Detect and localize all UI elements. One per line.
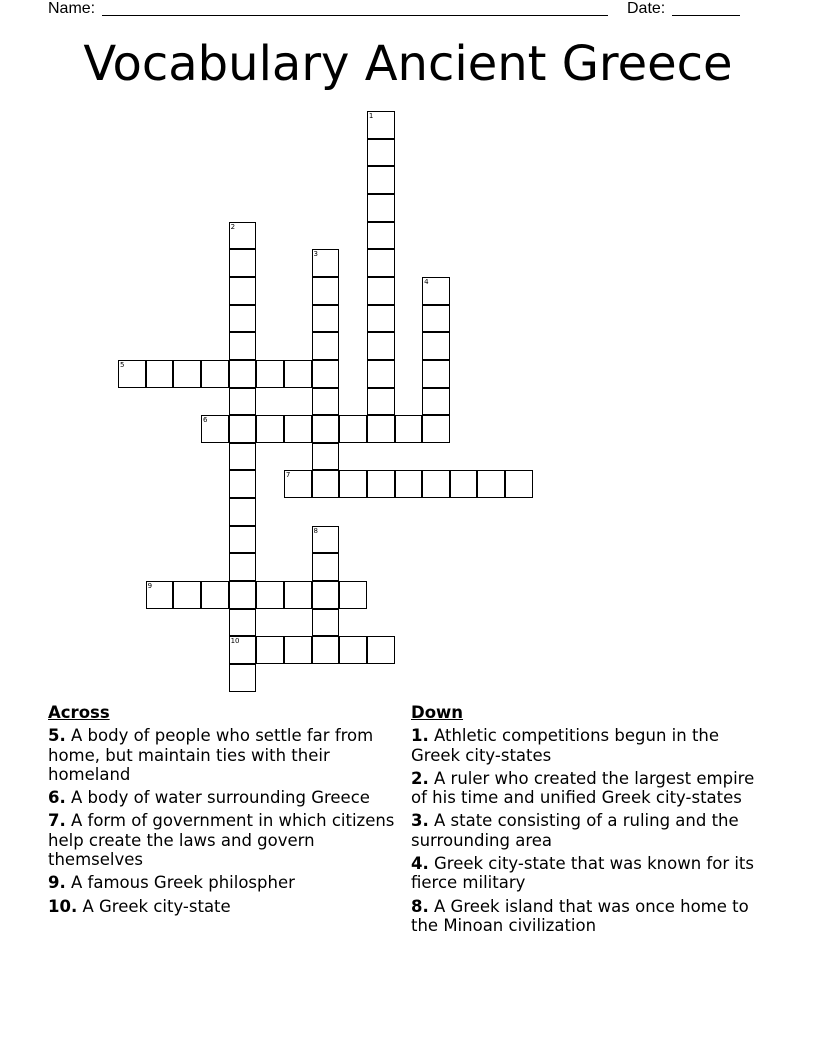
across-clue bbox=[48, 811, 408, 869]
down-clue bbox=[411, 811, 756, 850]
grid-cell[interactable] bbox=[229, 443, 257, 471]
grid-cell[interactable] bbox=[367, 139, 395, 167]
grid-cell[interactable] bbox=[146, 581, 174, 609]
down-clue bbox=[411, 854, 756, 893]
cell-number: 3 bbox=[313, 250, 319, 259]
grid-cell[interactable] bbox=[312, 581, 340, 609]
puzzle-title: Vocabulary Ancient Greece bbox=[83, 36, 733, 92]
grid-cell[interactable] bbox=[229, 498, 257, 526]
cell-number: 2 bbox=[230, 222, 236, 231]
grid-cell[interactable] bbox=[284, 360, 312, 388]
across-clues bbox=[48, 703, 408, 920]
grid-cell[interactable] bbox=[201, 415, 229, 443]
grid-cell[interactable] bbox=[201, 360, 229, 388]
grid-cell[interactable] bbox=[312, 609, 340, 637]
clue-number: 4. bbox=[411, 854, 429, 874]
grid-cell[interactable] bbox=[422, 305, 450, 333]
grid-cell[interactable] bbox=[229, 609, 257, 637]
grid-cell[interactable] bbox=[229, 526, 257, 554]
grid-cell[interactable] bbox=[312, 443, 340, 471]
grid-cell[interactable] bbox=[312, 388, 340, 416]
grid-cell[interactable] bbox=[339, 470, 367, 498]
down-clue bbox=[411, 897, 756, 936]
cell-number: 1 bbox=[368, 112, 374, 120]
grid-cell[interactable] bbox=[367, 388, 395, 416]
clue-text: A form of government in which citizens help create the laws and govern themselves bbox=[48, 811, 395, 870]
clue-number: 1. bbox=[411, 726, 429, 746]
grid-cell[interactable] bbox=[312, 553, 340, 581]
grid-cell[interactable] bbox=[312, 470, 340, 498]
grid-cell[interactable] bbox=[284, 415, 312, 443]
grid-cell[interactable] bbox=[367, 470, 395, 498]
grid-cell[interactable] bbox=[256, 581, 284, 609]
grid-cell[interactable] bbox=[367, 332, 395, 360]
clue-text: Greek city-state that was known for its fierce military bbox=[411, 854, 754, 893]
clue-text: A ruler who created the largest empire of his time and unified Greek city-states bbox=[411, 768, 755, 808]
clue-text: Athletic competitions begun in the Greek city-states bbox=[411, 726, 720, 765]
clue-number: 5. bbox=[48, 726, 66, 746]
across-clue bbox=[48, 726, 408, 784]
grid-cell[interactable] bbox=[367, 222, 395, 250]
grid-cell[interactable] bbox=[395, 470, 423, 498]
clue-text: A body of people who settle far from home, but maintain ties with their homeland bbox=[48, 726, 374, 784]
grid-cell[interactable] bbox=[477, 470, 505, 498]
grid-cell[interactable] bbox=[312, 636, 340, 664]
across-clue bbox=[48, 897, 408, 916]
down-clues bbox=[411, 703, 756, 939]
clue-number: 7. bbox=[48, 811, 66, 831]
across-clue bbox=[48, 873, 408, 892]
name-label: Name: bbox=[48, 0, 96, 17]
clue-number: 6. bbox=[48, 788, 66, 808]
clue-text: A famous Greek philospher bbox=[71, 873, 295, 893]
clue-text: A body of water surrounding Greece bbox=[71, 788, 370, 808]
clue-number: 9. bbox=[48, 873, 66, 893]
down-clue bbox=[411, 726, 756, 765]
grid-cell[interactable] bbox=[229, 664, 257, 692]
grid-cell[interactable] bbox=[229, 388, 257, 416]
across-heading: Across bbox=[48, 703, 110, 722]
grid-cell[interactable] bbox=[312, 360, 340, 388]
grid-cell[interactable] bbox=[312, 332, 340, 360]
grid-cell[interactable] bbox=[229, 581, 257, 609]
grid-cell[interactable] bbox=[284, 470, 312, 498]
grid-cell[interactable] bbox=[256, 360, 284, 388]
grid-cell[interactable] bbox=[367, 194, 395, 222]
grid-cell[interactable] bbox=[422, 277, 450, 305]
clue-number: 2. bbox=[411, 768, 429, 788]
down-clue bbox=[411, 769, 756, 808]
grid-cell[interactable] bbox=[367, 636, 395, 664]
grid-cell[interactable] bbox=[146, 360, 174, 388]
clue-number: 3. bbox=[411, 811, 429, 831]
grid-cell[interactable] bbox=[422, 470, 450, 498]
grid-cell[interactable] bbox=[367, 111, 395, 139]
grid-cell[interactable] bbox=[118, 360, 146, 388]
grid-cell[interactable] bbox=[367, 166, 395, 194]
grid-cell[interactable] bbox=[201, 581, 229, 609]
grid-cell[interactable] bbox=[339, 636, 367, 664]
clue-text: A Greek island that was once home to the Minoan civilization bbox=[411, 896, 749, 935]
grid-cell[interactable] bbox=[422, 415, 450, 443]
cell-number: 5 bbox=[120, 360, 125, 369]
grid-cell[interactable] bbox=[229, 636, 257, 664]
grid-cell[interactable] bbox=[229, 305, 257, 333]
grid-cell[interactable] bbox=[312, 305, 340, 333]
grid-cell[interactable] bbox=[312, 277, 340, 305]
grid-cell[interactable] bbox=[367, 249, 395, 277]
grid-cell[interactable] bbox=[256, 415, 284, 443]
grid-cell[interactable] bbox=[422, 388, 450, 416]
grid-cell[interactable] bbox=[256, 636, 284, 664]
grid-cell[interactable] bbox=[229, 249, 257, 277]
cell-number: 8 bbox=[313, 526, 319, 535]
clue-text: A Greek city-state bbox=[82, 896, 231, 916]
grid-cell[interactable] bbox=[422, 360, 450, 388]
grid-cell[interactable] bbox=[312, 249, 340, 277]
clue-number: 10. bbox=[48, 896, 78, 916]
down-heading: Down bbox=[411, 703, 464, 722]
grid-cell[interactable] bbox=[229, 332, 257, 360]
grid-cell[interactable] bbox=[450, 470, 478, 498]
grid-cell[interactable] bbox=[367, 415, 395, 443]
grid-cell[interactable] bbox=[367, 360, 395, 388]
grid-cell[interactable] bbox=[312, 415, 340, 443]
grid-cell[interactable] bbox=[229, 222, 257, 250]
grid-cell[interactable] bbox=[284, 636, 312, 664]
grid-cell[interactable] bbox=[367, 277, 395, 305]
grid-cell[interactable] bbox=[395, 415, 423, 443]
cell-number: 4 bbox=[424, 277, 429, 286]
grid-cell[interactable] bbox=[229, 360, 257, 388]
clue-text: A state consisting of a ruling and the surrounding area bbox=[411, 811, 739, 850]
grid-cell[interactable] bbox=[229, 277, 257, 305]
cell-number: 10 bbox=[230, 637, 240, 646]
across-clue bbox=[48, 788, 408, 807]
grid-cell[interactable] bbox=[229, 470, 257, 498]
grid-cell[interactable] bbox=[284, 581, 312, 609]
date-label: Date: bbox=[627, 0, 666, 17]
cell-number: 6 bbox=[202, 416, 208, 425]
cell-number: 7 bbox=[285, 471, 291, 480]
grid-cell[interactable] bbox=[229, 553, 257, 581]
cell-number: 9 bbox=[147, 582, 153, 591]
grid-cell[interactable] bbox=[505, 470, 533, 498]
grid-cell[interactable] bbox=[173, 360, 201, 388]
grid-cell[interactable] bbox=[229, 415, 257, 443]
clue-number: 8. bbox=[411, 896, 429, 916]
grid-cell[interactable] bbox=[339, 581, 367, 609]
grid-cell[interactable] bbox=[422, 332, 450, 360]
grid-cell[interactable] bbox=[173, 581, 201, 609]
grid-cell[interactable] bbox=[312, 526, 340, 554]
grid-cell[interactable] bbox=[339, 415, 367, 443]
grid-cell[interactable] bbox=[367, 305, 395, 333]
